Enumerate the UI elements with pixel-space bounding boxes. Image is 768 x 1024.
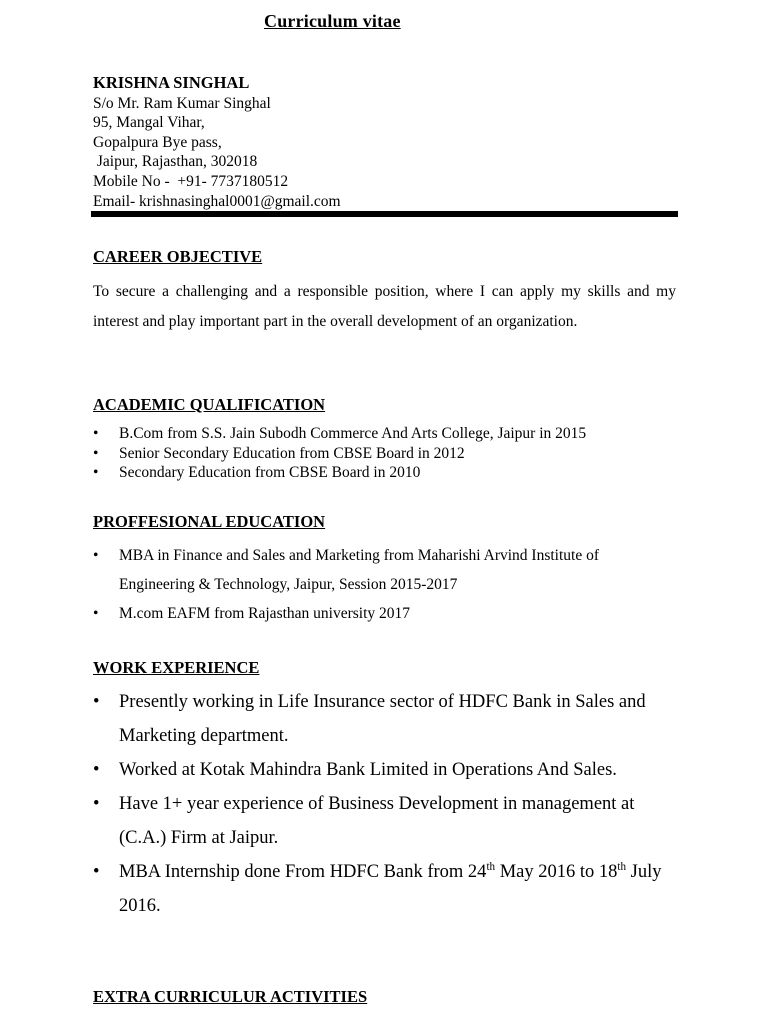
list-item-text: B.Com from S.S. Jain Subodh Commerce And Arts College, Jaipur in 2015 xyxy=(119,425,587,442)
career-objective-text: To secure a challenging and a responsible position, where I can apply my skills and my interest and play important part in the overall development of an organization. xyxy=(93,283,676,330)
professional-heading: PROFFESIONAL EDUCATION xyxy=(93,512,326,531)
ordinal-suffix: th xyxy=(486,860,496,873)
address-line-1: 95, Mangal Vihar, xyxy=(93,114,205,132)
academic-list xyxy=(93,424,586,483)
email-line: Email- krishnasinghal0001@gmail.com xyxy=(93,192,341,210)
address-line-2: Gopalpura Bye pass, xyxy=(93,133,222,151)
list-item-text: MBA in Finance and Sales and Marketing from Maharishi Arvind Institute of Engineering & Technology, Jaipur, Session 2015-2017 xyxy=(119,547,599,593)
list-item-text: M.com EAFM from Rajasthan university 2017 xyxy=(119,605,411,622)
bullet-icon: • xyxy=(93,444,99,462)
bullet-icon: • xyxy=(93,425,99,442)
page-title: Curriculum vitae xyxy=(264,11,401,31)
list-item xyxy=(93,463,586,483)
parent-line: S/o Mr. Ram Kumar Singhal xyxy=(93,94,271,112)
extra-curricular-heading: EXTRA CURRICULUR ACTIVITIES xyxy=(93,987,368,1006)
list-item-text: Worked at Kotak Mahindra Bank Limited in Operations And Sales. xyxy=(119,760,617,780)
address-line-3: Jaipur, Rajasthan, 302018 xyxy=(93,153,258,171)
work-list xyxy=(93,685,678,923)
list-item-text: Secondary Education from CBSE Board in 2010 xyxy=(119,464,421,481)
internship-text-start: MBA Internship done From HDFC Bank from 24 xyxy=(119,862,487,882)
bullet-icon: • xyxy=(93,692,100,712)
list-item xyxy=(93,753,678,787)
contact-block xyxy=(93,73,341,211)
bullet-icon: • xyxy=(93,547,99,564)
ordinal-suffix: th xyxy=(617,860,627,873)
list-item-text: Presently working in Life Insurance sector of HDFC Bank in Sales and Marketing department. xyxy=(119,692,646,746)
bullet-icon: • xyxy=(93,794,100,814)
list-item xyxy=(93,541,678,599)
internship-text-end: July 2016. xyxy=(119,862,662,916)
list-item xyxy=(93,444,586,464)
bullet-icon: • xyxy=(93,464,99,481)
list-item-text xyxy=(119,862,662,916)
list-item xyxy=(93,599,678,628)
list-item xyxy=(93,685,678,753)
header-divider xyxy=(91,211,678,217)
list-item-text: Have 1+ year experience of Business Development in management at (C.A.) Firm at Jaipur. xyxy=(119,794,635,848)
list-item xyxy=(93,424,586,444)
candidate-name: KRISHNA SINGHAL xyxy=(93,73,250,92)
internship-text-middle: May 2016 to 18 xyxy=(495,862,618,882)
career-objective-heading: CAREER OBJECTIVE xyxy=(93,247,263,266)
bullet-icon: • xyxy=(93,605,99,622)
bullet-icon: • xyxy=(93,862,100,882)
bullet-icon: • xyxy=(93,760,100,780)
list-item xyxy=(93,855,678,923)
professional-list xyxy=(93,541,678,628)
list-item xyxy=(93,787,678,855)
mobile-line: Mobile No - +91- 7737180512 xyxy=(93,172,289,190)
list-item-text: Senior Secondary Education from CBSE Board in 2012 xyxy=(119,444,465,462)
work-heading: WORK EXPERIENCE xyxy=(93,658,260,677)
academic-heading: ACADEMIC QUALIFICATION xyxy=(93,395,326,414)
